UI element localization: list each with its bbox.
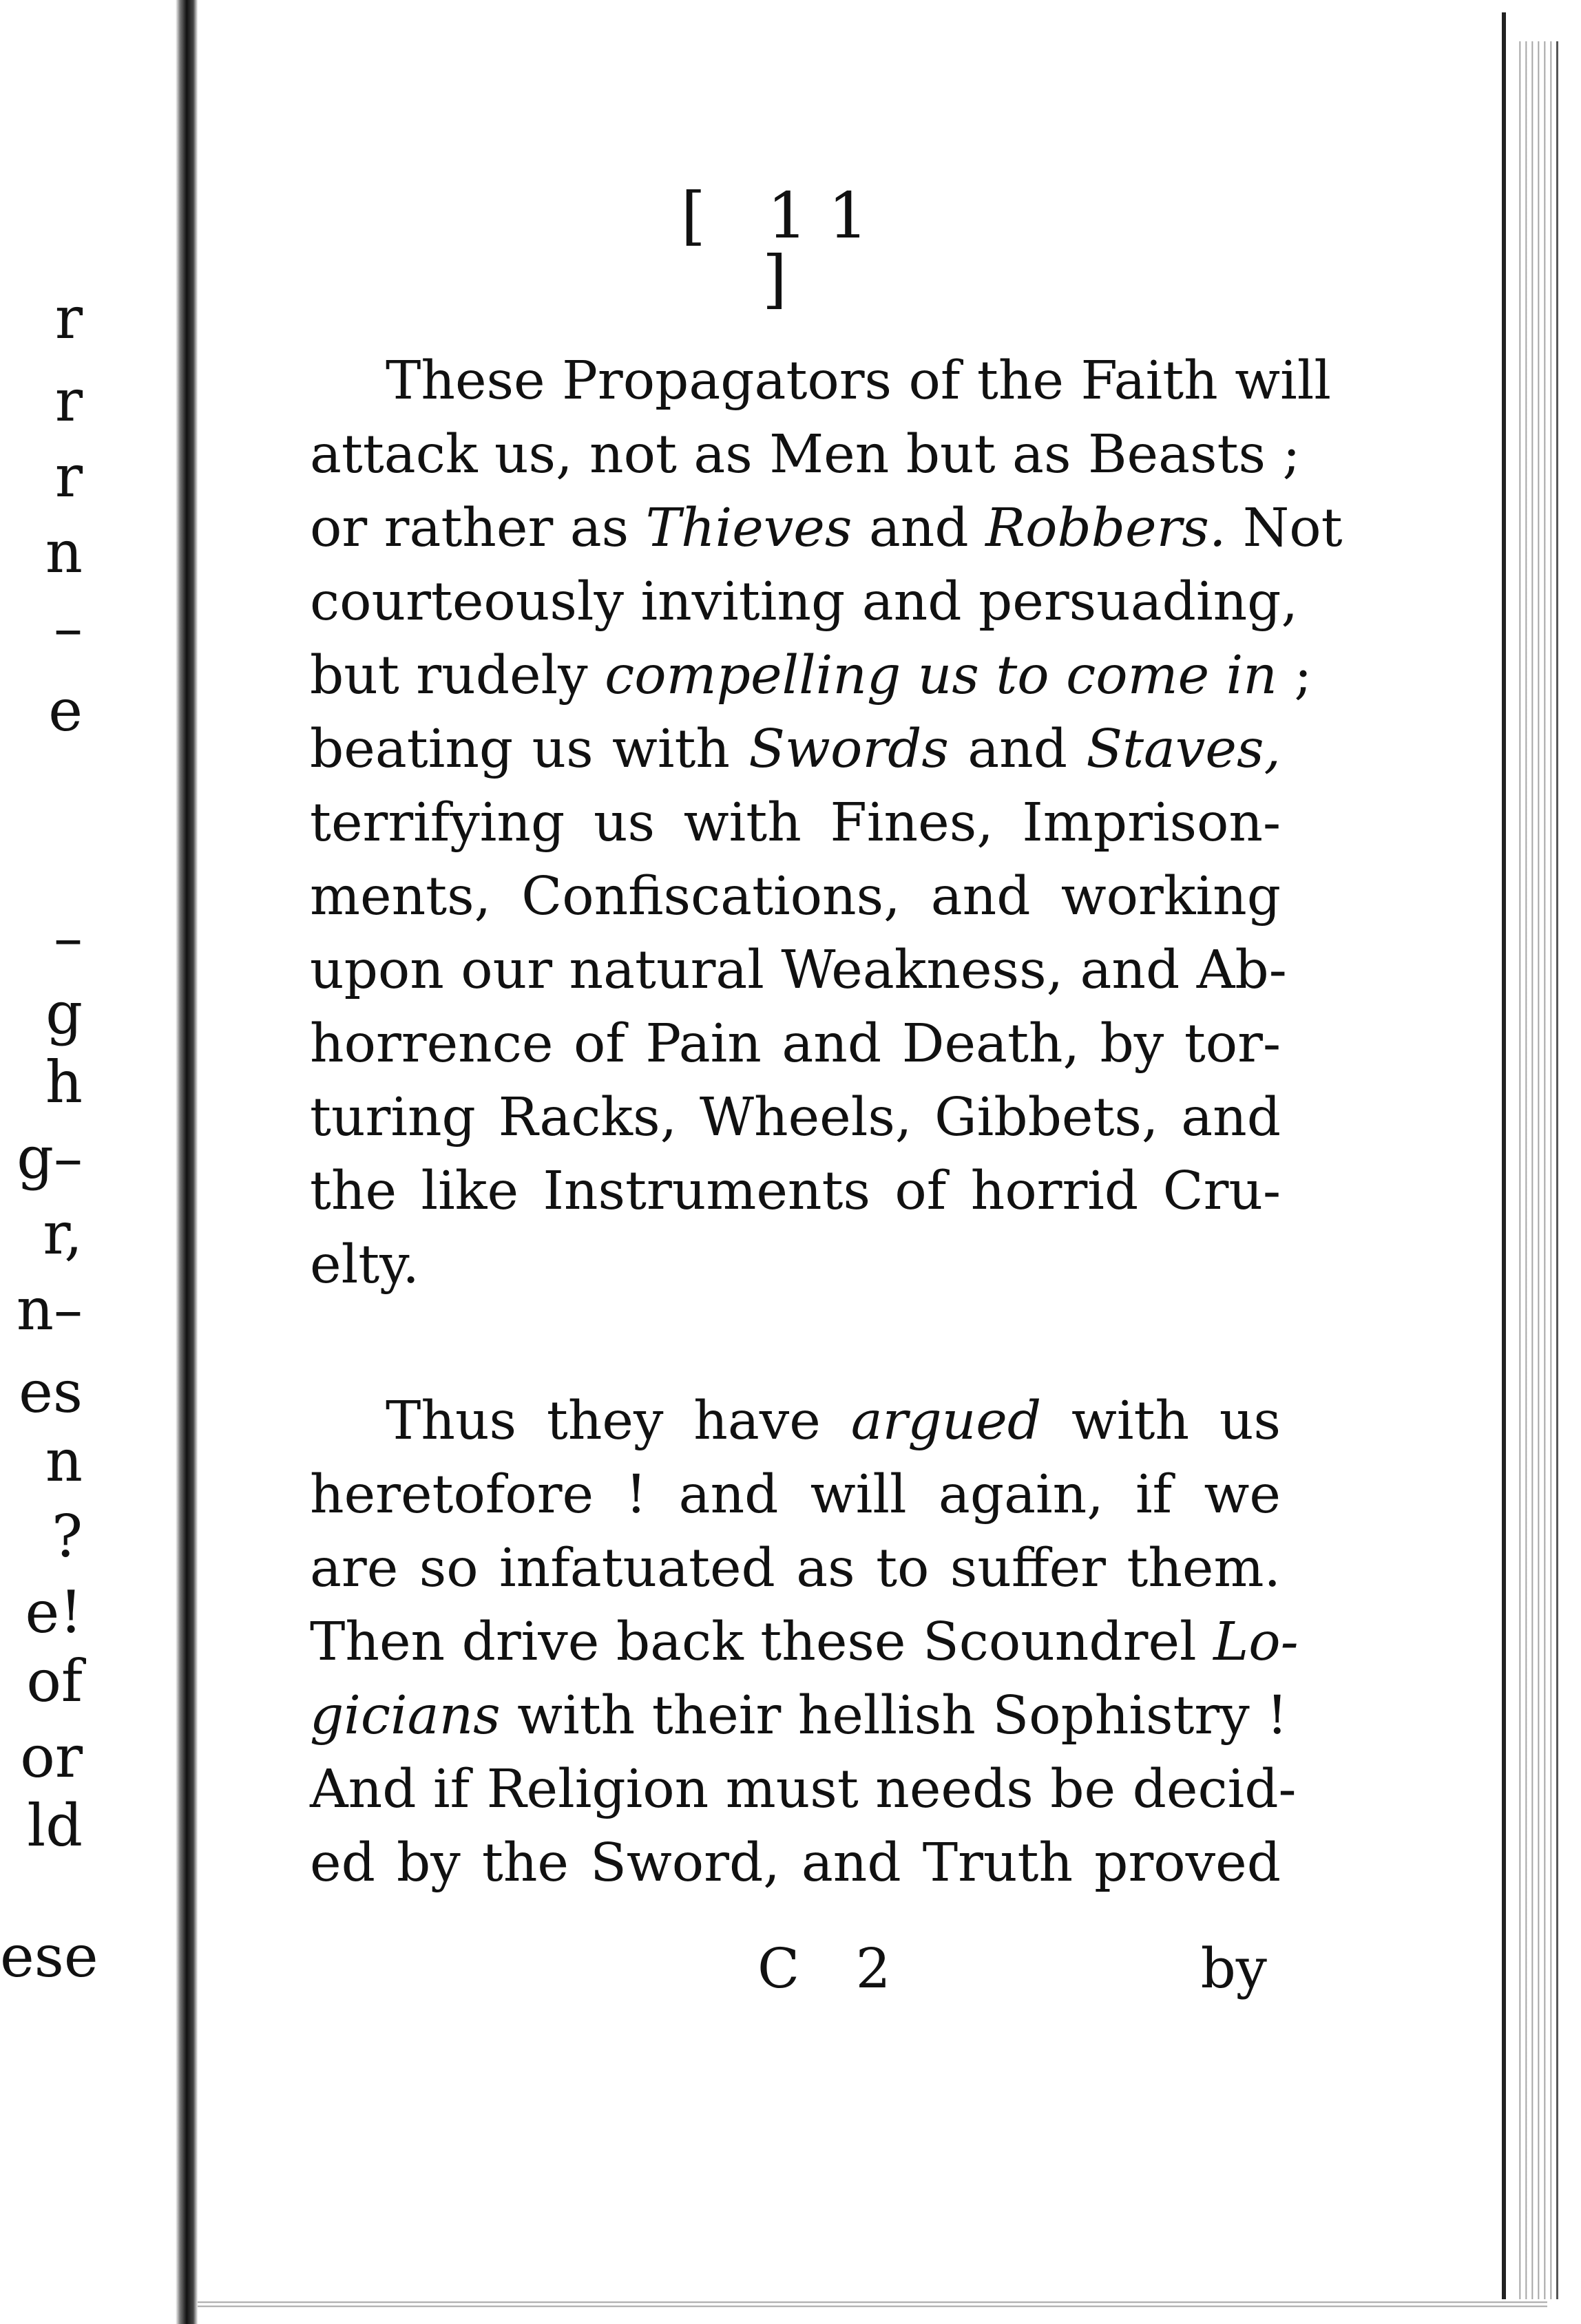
text-run: or rather as [310,498,646,559]
facing-page-text: n [45,1427,83,1494]
text-run: and [852,498,986,559]
text-line [310,344,1331,418]
facing-page-text: r [54,443,83,510]
text-line [310,639,1312,712]
text-run: heretofore ! and will again, if we [310,1464,1281,1525]
facing-page-text: r, [43,1200,83,1267]
text-run: and [948,719,1087,780]
facing-page-text: g– [17,1124,83,1192]
catchword: by [1200,1936,1267,2000]
text-line [310,492,1343,565]
text-run: turing Racks, Wheels, Gibbets, and [310,1087,1281,1148]
text-run: beating us with [310,719,749,780]
italic-text: compelling us to come in [605,645,1277,706]
text-run: upon our natural Weakness, and Ab- [310,940,1287,1001]
text-run: horrence of Pain and Death, by tor- [310,1013,1281,1075]
facing-page-text: es [19,1358,83,1426]
facing-page-text: g [45,980,83,1047]
text-line [310,1458,1281,1532]
text-run: with their hellish Sophistry ! [500,1685,1288,1746]
text-line [310,786,1281,860]
text-run: Not [1226,498,1343,559]
text-line [310,418,1301,492]
text-line [310,1007,1281,1081]
facing-page-text: e! [25,1578,83,1646]
book-gutter [176,0,198,2324]
text-run: terrifying us with Fines, Imprison- [310,792,1281,854]
text-run: courteously inviting and persuading, [310,571,1298,633]
text-run: the like Instruments of horrid Cru- [310,1161,1281,1222]
text-line [310,1826,1281,1900]
text-line [310,1154,1281,1228]
text-run: attack us, not as Men but as Beasts ; [310,424,1301,485]
text-run: ; [1277,645,1312,706]
facing-page-text: – [54,594,83,662]
text-run: with us [1041,1391,1281,1452]
facing-page-fragment [0,0,180,2324]
body-text [310,344,1343,1900]
facing-page-text: h [45,1048,83,1116]
italic-text: Swords [748,719,949,780]
text-line [310,565,1298,639]
text-run: but rudely [310,645,605,706]
page-edges [1515,41,1558,2299]
text-run: Then drive back these Scoundrel [310,1612,1214,1673]
italic-text: Lo- [1213,1612,1299,1673]
text-run: ments, Confiscations, and working [310,866,1281,927]
facing-page-text: ld [27,1792,83,1859]
text-line [310,1605,1299,1679]
facing-page-text: n [45,518,83,586]
paragraph [310,1384,1299,1900]
italic-text: argued [850,1391,1042,1452]
text-run: are so infatuated as to suffer them. [310,1538,1281,1599]
italic-text: Robbers. [985,498,1226,559]
facing-page-text: ese [0,1923,98,1990]
text-run: elty. [310,1234,419,1296]
text-run: Thus they have [386,1391,851,1452]
signature-mark: C 2 [757,1936,910,2000]
facing-page-text: r [54,367,83,434]
italic-text: Staves, [1086,719,1281,780]
text-line [310,1228,1281,1302]
facing-page-text: of [26,1647,83,1715]
facing-page-text: – [54,904,83,971]
facing-page-text: r [54,284,83,352]
text-line [310,1753,1297,1826]
facing-page-text: n– [16,1276,83,1343]
text-line [310,860,1281,933]
text-run: These Propagators of the Faith will [386,350,1331,412]
italic-text: gicians [310,1685,501,1746]
text-line [310,1081,1281,1154]
facing-page-text: e [48,677,83,744]
page-number: [ 11 ] [680,179,890,316]
text-line [310,1679,1288,1753]
text-line [310,712,1281,786]
facing-page-text: or [20,1723,83,1790]
page-bottom-edge [198,2299,1547,2309]
text-run: ed by the Sword, and Truth proved [310,1832,1281,1894]
text-line [310,933,1287,1007]
text-line [310,1532,1281,1605]
text-run: And if Religion must needs be decid- [310,1759,1297,1820]
paragraph [310,344,1343,1302]
text-line [310,1384,1281,1458]
facing-page-text: ? [51,1503,83,1570]
italic-text: Thieves [645,498,852,559]
